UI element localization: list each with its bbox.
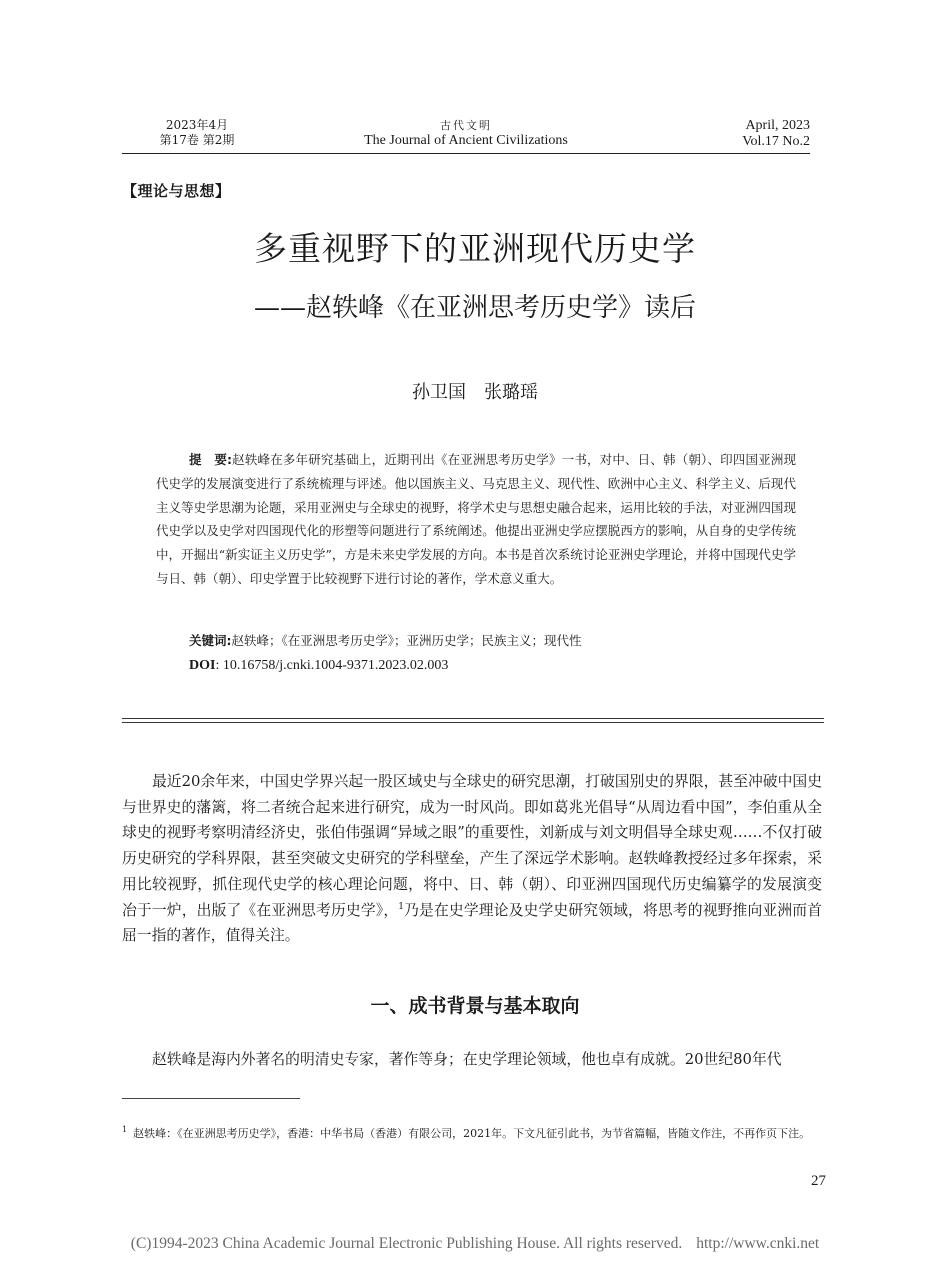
abstract-label: 提 要: [189,452,233,467]
keywords-text: 赵轶峰；《在亚洲思考历史学》；亚洲历史学；民族主义；现代性 [231,633,582,648]
keywords [189,630,799,652]
copyright-footer [0,1233,950,1255]
journal-name-en: The Journal of Ancient Civilizations [364,133,568,148]
copyright-text: (C)1994-2023 China Academic Journal Electronic Publishing House. All rights reserved. [130,1235,683,1252]
footnote-divider [122,1098,300,1099]
body-p1-text-b: 乃是在史学理论及史学史研究领域，将思考的视野推向亚洲而首屈一指的著作，值得关注。 [122,901,822,945]
doi-text: : 10.16758/j.cnki.1004-9371.2023.02.003 [215,658,449,673]
header-issue-cn [122,118,272,148]
keywords-label: 关键词: [189,633,232,648]
section-heading-1: 一、成书背景与基本取向 [370,995,580,1017]
body-paragraph-2: 赵轶峰是海内外著名的明清史专家，著作等身；在史学理论领域，他也卓有成就。20世纪80年代 [152,1051,782,1068]
header-date-cn: 2023年4月 [165,118,229,132]
footnote-ref-1[interactable]: 1 [398,901,404,912]
abstract-divider-bottom [122,722,824,723]
journal-name-cn: 古代文明 [440,119,492,132]
article-title: 多重视野下的亚洲现代历史学 [254,229,696,268]
abstract-text: 赵轶峰在多年研究基础上，近期刊出《在亚洲思考历史学》一书，对中、日、韩（朝）、印四国亚洲现代史学的发展演变进行了系统梳理与评述。他以国族主义、马克思主义、现代性、欧洲中心主义、科学主义、后现代主义等史学思潮为论题，采用亚洲史与全球史的视野，将学术史与思想史融合起来，运用比较的手法，对亚洲四国现代史学以及史学对四国现代化的形塑等问题进行了系统阐述。他提出亚洲史学应摆脱西方的影响，从自身的史学传统中，开掘出“新实证主义历史学”，方是未来史学发展的方向。本书是首次系统讨论亚洲史学理论，并将中国现代史学与日、韩（朝）、印史学置于比较视野下进行讨论的著作，学术意义重大。 [156,452,796,586]
section-tag: 【理论与思想】 [122,182,231,200]
article-subtitle: ——赵轶峰《在亚洲思考历史学》读后 [253,293,696,323]
header-divider [122,153,810,154]
header-journal [262,118,670,149]
footnote-number: 1 [122,1125,128,1135]
abstract-divider-top [122,718,824,719]
header-issue-en [660,118,810,150]
page-number: 27 [811,1173,826,1189]
article-authors: 孙卫国 张璐瑶 [412,382,538,403]
copyright-url[interactable]: http://www.cnki.net [696,1235,820,1252]
footnote-1 [122,1124,822,1143]
footnote-text: 赵轶峰：《在亚洲思考历史学》，香港：中华书局（香港）有限公司，2021年。下文凡征引此书，为节省篇幅，皆随文作注，不再作页下注。 [133,1127,811,1140]
running-header [122,118,810,152]
body-p1-text-a: 最近20余年来，中国史学界兴起一股区域史与全球史的研究思潮，打破国别史的界限，甚至冲破中国史与世界史的藩篱，将二者统合起来进行研究，成为一时风尚。即如葛兆光倡导“从周边看中国”，李伯重从全球史的视野考察明清经济史，张伯伟强调“异域之眼”的重要性，刘新成与刘文明倡导全球史观……不仅打破历史研究的学科界限，甚至突破文史研究的学科壁垒，产生了深远学术影响。赵轶峰教授经过多年探索，采用比较视野，抓住现代史学的核心理论问题，将中、日、韩（朝）、印亚洲四国现代历史编纂学的发展演变冶于一炉，出版了《在亚洲思考历史学》， [122,773,822,919]
body-paragraph-1 [122,769,822,949]
abstract [156,448,796,591]
header-volume-cn: 第17卷 第2期 [159,133,235,147]
header-date-en: April, 2023 [745,118,810,133]
doi-label: DOI [189,658,216,673]
doi [189,655,799,677]
header-volume-en: Vol.17 No.2 [742,134,810,149]
